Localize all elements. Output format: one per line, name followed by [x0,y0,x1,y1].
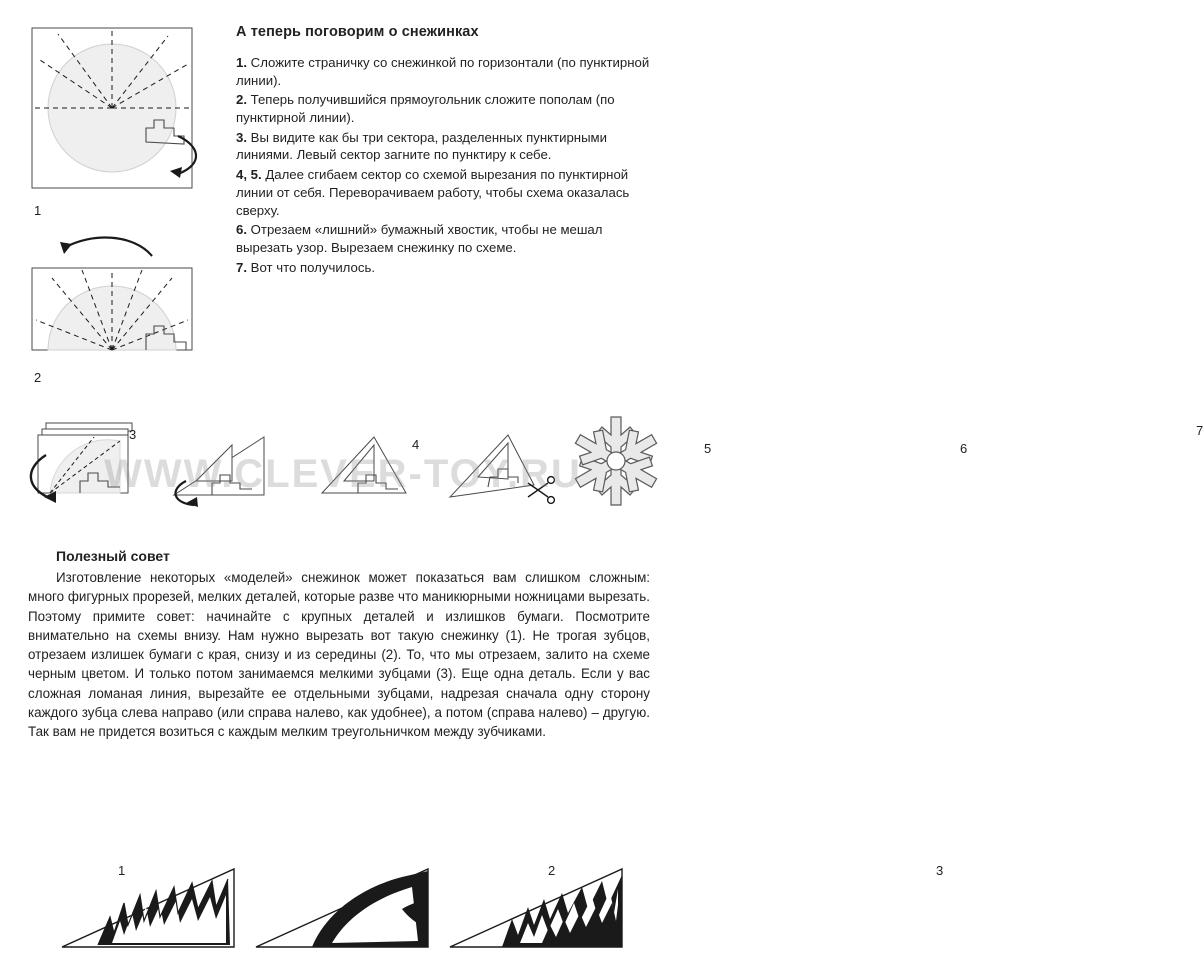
figure-2-diagram [28,226,218,366]
watermark: WWW.CLEVER-TOY.RU [104,452,582,496]
bottom-figure-1 [58,863,238,953]
figure-5-number: 5 [704,441,712,456]
top-figures-column [28,24,228,385]
bottom-figure-2-number: 2 [548,863,556,878]
figure-2 [28,226,228,385]
step-7-number: 7. [236,259,247,275]
advice-title: Полезный совет [56,548,170,564]
step-4-5-text: Далее сгибаем сектор со схемой вырезания по пунктирной линии от себя. Переворачиваем работу, чтобы схема оказалась сверху. [236,167,630,218]
bottom-figure-2-diagram [252,863,432,953]
snowflake-icon [564,413,668,509]
mid-figures-row [24,405,1203,510]
step-2-text: Теперь получившийся прямоугольник сложите пополам (по пунктирной линии). [236,92,615,126]
page-title: А теперь поговорим о снежинках [236,24,479,40]
advice-body: Изготовление некоторых «моделей» снежинок может показаться вам слишком сложным: много фигурных прорезей, мелких деталей, которые разве что маникюрными ножницами вырезать. Поэтому примите совет: начинайте с крупных деталей и излишков бумаги. Посмотрите внимательно на схемы внизу. Нам нужно вырезать вот такую снежинку (1). Не трогая зубцов, отрезаем излишек бумаги с края, снизу и из середины (2). То, что мы отрезаем, залито на схеме черным цветом. И только потом занимаемся мелкими зубцами (3). Еще одна деталь. Если у вас сложная ломаная линия, вырезайте ее отдельными зубцами, надрезая сначала одну сторону каждого зубца слева направо (или справа налево, как удобнее), а потом (справа налево) – другую. Так вам не придется возиться с каждым мелким треугольничком между зубчиками. [28,570,650,740]
figure-6-number: 6 [960,441,968,456]
figure-3 [24,411,144,511]
bottom-figure-3-number: 3 [936,863,944,878]
step-4-5-number: 4, 5. [236,167,262,183]
bottom-figure-3 [446,863,944,953]
instructions-panel [236,24,656,278]
bottom-figure-2 [252,863,556,953]
figure-2-caption: 2 [34,370,42,385]
step-3 [236,129,656,164]
step-4-5 [236,166,656,219]
figure-7 [564,413,1203,509]
step-1-number: 1. [236,55,247,70]
figure-6-diagram [444,423,564,515]
figure-3-diagram [24,411,144,511]
step-6-text: Отрезаем «лишний» бумажный хвостик, чтобы не мешал вырезать узор. Вырезаем снежинку по схеме. [236,222,603,255]
figure-6 [444,423,968,515]
figure-4-diagram [164,419,284,511]
figure-4-number: 4 [412,437,420,452]
figure-1 [28,24,228,218]
step-1-text: Сложите страничку со снежинкой по горизонтали (по пунктирной линии). [236,55,650,88]
step-1 [236,54,656,89]
figure-1-caption: 1 [34,203,42,218]
bottom-figure-3-diagram [446,863,626,953]
step-6 [236,221,656,256]
figure-1-diagram [28,24,218,199]
figure-5-diagram [314,423,424,509]
step-7-text: Вот что получилось. [247,259,375,275]
bottom-figure-1-number: 1 [118,863,126,878]
figure-7-number: 7 [1196,423,1203,438]
step-3-text: Вы видите как бы три сектора, разделенных пунктирными линиями. Левый сектор загните по пунктиру к себе. [236,129,607,163]
step-7 [236,259,656,277]
bottom-figure-1-diagram [58,863,238,953]
bottom-figures-row [28,845,944,955]
step-2 [236,91,656,126]
step-3-number: 3. [236,129,247,145]
step-2-number: 2. [236,92,247,108]
figure-3-number: 3 [129,427,137,442]
step-6-number: 6. [236,222,247,238]
